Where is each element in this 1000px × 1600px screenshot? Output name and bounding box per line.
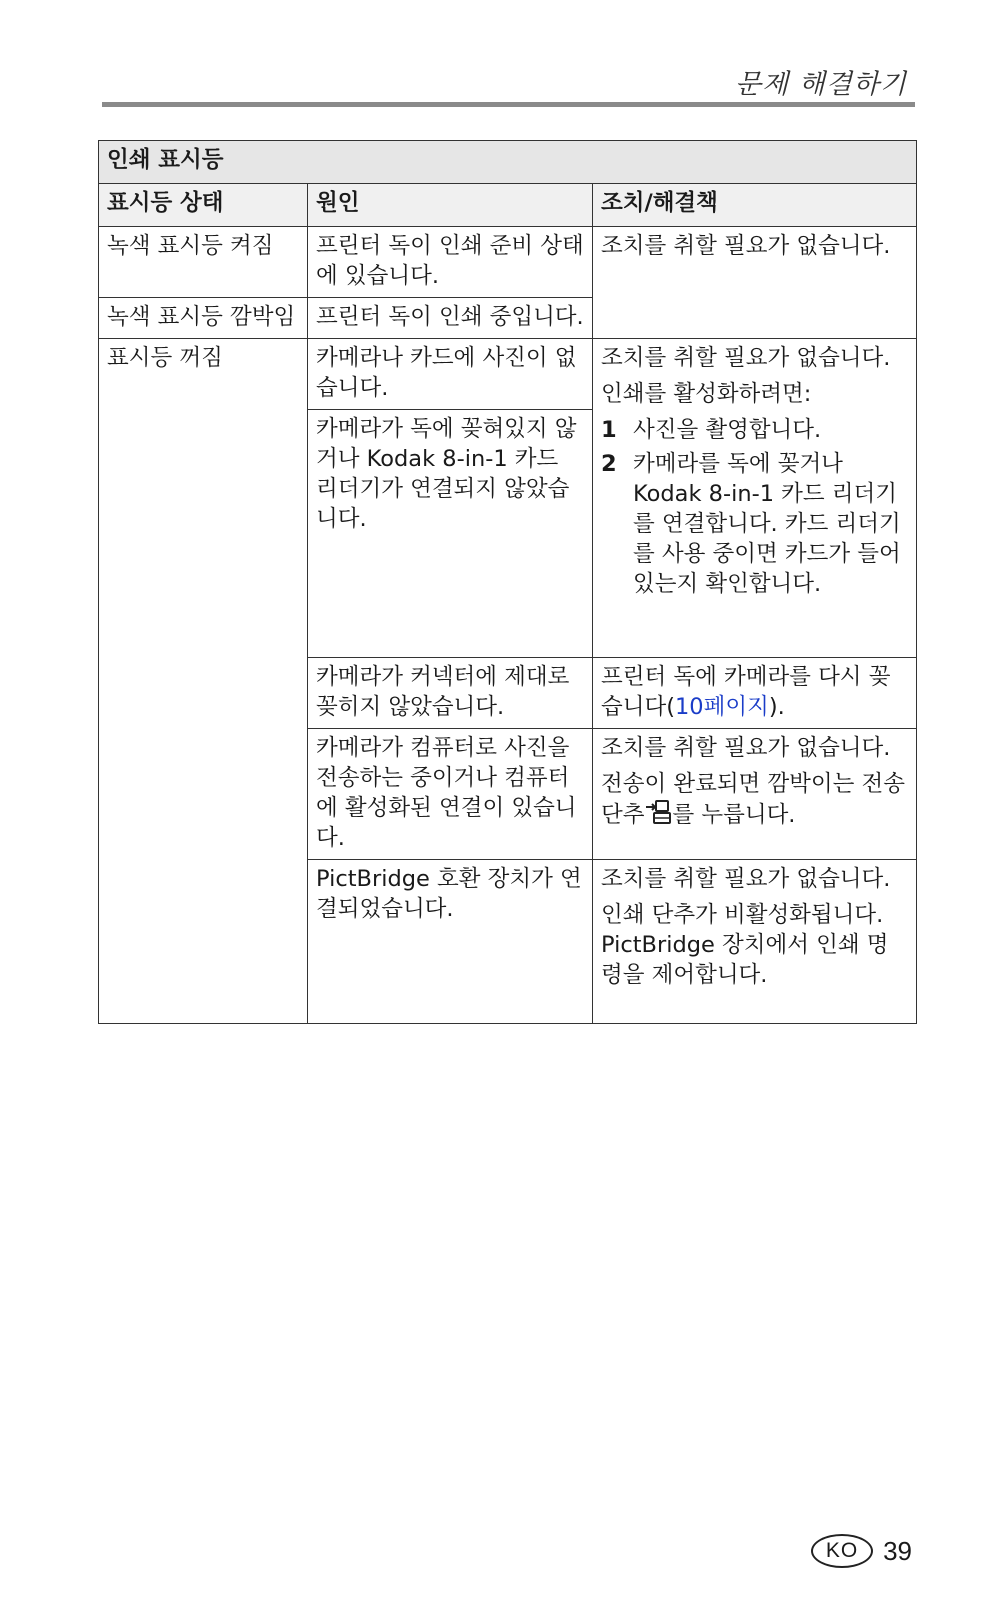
header-divider (102, 102, 915, 107)
solution-text-group (601, 769, 910, 830)
column-header-status: 표시등 상태 (99, 184, 308, 227)
status-cell: 표시등 꺼짐 (99, 339, 308, 1024)
step-text: 카메라를 독에 꽂거나 Kodak 8-in-1 카드 리더기를 연결합니다. 카드 리더기를 사용 중이면 카드가 들어있는지 확인합니다. (633, 451, 901, 597)
cause-cell: 프린터 독이 인쇄 준비 상태에 있습니다. (308, 227, 593, 298)
solution-text: 조치를 취할 필요가 없습니다. (601, 345, 891, 371)
solution-cell (593, 860, 917, 1024)
page-number: 39 (883, 1535, 912, 1566)
solution-text: 조치를 취할 필요가 없습니다. (601, 233, 891, 259)
table-row (99, 339, 917, 410)
solution-cell (593, 658, 917, 729)
solution-cell (593, 339, 917, 658)
column-header-solution: 조치/해결책 (593, 184, 917, 227)
language-badge: KO (811, 1534, 873, 1568)
cause-cell: 카메라나 카드에 사진이 없습니다. (308, 339, 593, 410)
cause-cell: 카메라가 독에 꽂혀있지 않거나 Kodak 8-in-1 카드 리더기가 연결되지 않았습니다. (308, 410, 593, 658)
solution-text: 전송이 완료되면 깜박이는 전송 단추 (601, 771, 906, 828)
print-light-table (98, 140, 917, 1024)
solution-text-end: ). (768, 694, 785, 720)
status-cell: 녹색 표시등 깜박임 (99, 298, 308, 339)
table-title-row (99, 141, 917, 184)
table-title: 인쇄 표시등 (99, 141, 917, 184)
transfer-button-icon (644, 799, 672, 825)
solution-text: 조치를 취할 필요가 없습니다. (601, 866, 891, 892)
cause-cell: 카메라가 커넥터에 제대로 꽂히지 않았습니다. (308, 658, 593, 729)
steps-list (601, 415, 910, 599)
page-footer (811, 1534, 912, 1568)
table-row (99, 227, 917, 298)
solution-text: 인쇄 단추가 비활성화됩니다. PictBridge 장치에서 인쇄 명령을 제어합니다. (601, 902, 889, 988)
solution-text: 조치를 취할 필요가 없습니다. (601, 735, 891, 761)
table-header-row (99, 184, 917, 227)
section-title: 문제 해결하기 (734, 69, 907, 100)
column-header-cause: 원인 (308, 184, 593, 227)
cause-cell: PictBridge 호환 장치가 연결되었습니다. (308, 860, 593, 1024)
step-number: 1 (601, 417, 617, 443)
status-cell: 녹색 표시등 켜짐 (99, 227, 308, 298)
solution-cell (593, 729, 917, 860)
list-item (601, 415, 910, 445)
solution-text: 인쇄를 활성화하려면: (601, 381, 812, 407)
step-text: 사진을 촬영합니다. (633, 417, 822, 443)
solution-text-end: 를 누릅니다. (672, 802, 796, 828)
page-link[interactable]: 10페이지 (674, 694, 769, 720)
solution-text: 프린터 독에 카메라를 다시 꽂습니다( (601, 664, 891, 720)
step-number: 2 (601, 451, 617, 477)
solution-cell (593, 227, 917, 339)
list-item (601, 449, 910, 599)
cause-cell: 프린터 독이 인쇄 중입니다. (308, 298, 593, 339)
cause-cell: 카메라가 컴퓨터로 사진을 전송하는 중이거나 컴퓨터에 활성화된 연결이 있습니다. (308, 729, 593, 860)
